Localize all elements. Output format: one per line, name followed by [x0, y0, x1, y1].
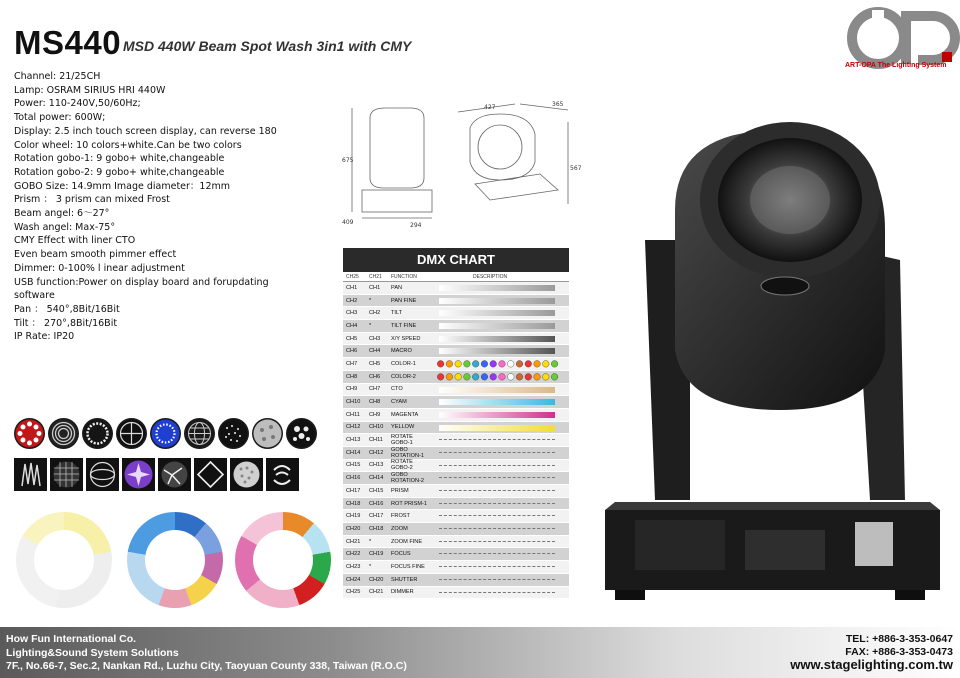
dmx-row — [343, 460, 569, 473]
dmx-cell-ch25: CH7 — [346, 360, 358, 367]
dmx-cell-ch25: CH20 — [346, 525, 361, 532]
dim-head-height: 567 — [570, 165, 582, 172]
dim-head-width: 427 — [484, 104, 496, 111]
dmx-row — [343, 333, 569, 346]
gobo-swirl-icon — [266, 458, 299, 491]
phone-number: TEL: +886-3-353-0647 — [845, 633, 953, 645]
dmx-cell-ch21: CH11 — [369, 437, 383, 444]
dmx-cell-ch21: CH10 — [369, 424, 384, 431]
dmx-cell-ch25: CH21 — [346, 538, 361, 545]
fax-number: FAX: +886-3-353-0473 — [845, 646, 953, 658]
dmx-cell-ch25: CH24 — [346, 576, 361, 583]
dmx-symbol-icon — [439, 566, 555, 568]
dmx-row — [343, 587, 569, 600]
dmx-symbol-icon — [439, 579, 555, 581]
dim-depth: 409 — [342, 219, 354, 226]
dmx-header-function: FUNCTION — [391, 274, 417, 280]
dmx-row — [343, 447, 569, 460]
dmx-row — [343, 396, 569, 409]
dmx-cell-function: PRISM — [391, 487, 409, 494]
company-division: Lighting&Sound System Solutions — [6, 647, 179, 659]
dmx-symbol-icon — [439, 490, 555, 492]
spec-line: Tilt ： 270°,8Bit/16Bit — [14, 317, 118, 329]
gobo-crackle-icon — [158, 458, 191, 491]
dmx-cell-ch21: CH20 — [369, 576, 384, 583]
dmx-cell-function: SHUTTER — [391, 576, 418, 583]
dmx-cell-ch25: CH6 — [346, 348, 358, 355]
dmx-row — [343, 510, 569, 523]
color-swatch-icon — [433, 358, 569, 370]
dmx-cell-description — [433, 523, 569, 535]
dmx-cell-ch21: CH6 — [369, 373, 381, 380]
dmx-row — [343, 422, 569, 435]
dim-width: 294 — [410, 222, 422, 229]
gobo-speckle-icon — [218, 418, 249, 449]
dmx-chart — [343, 248, 569, 599]
dmx-cell-function: GOBO ROTATION-2 — [391, 472, 425, 485]
dmx-gradient-bar — [439, 336, 555, 342]
dmx-cell-function: FOCUS FINE — [391, 563, 425, 570]
dmx-cell-ch25: CH9 — [346, 386, 358, 393]
dmx-cell-ch25: CH17 — [346, 487, 361, 494]
dmx-cell-ch21: CH9 — [369, 411, 381, 418]
spec-line: Pan ： 540°,8Bit/16Bit — [14, 303, 120, 315]
dmx-cell-ch25: CH15 — [346, 462, 361, 469]
dmx-cell-ch21: * — [369, 538, 372, 545]
dmx-cell-description — [433, 371, 569, 383]
dmx-row — [343, 485, 569, 498]
company-name: How Fun International Co. — [6, 633, 137, 645]
dmx-cell-function: MAGENTA — [391, 411, 419, 418]
dmx-cell-function: ROTATE GOBO-1 — [391, 434, 413, 447]
gobo-wheel-1 — [14, 418, 317, 449]
spec-line: Rotation gobo-2: 9 gobo+ white,changeable — [14, 166, 225, 178]
spec-line: GOBO Size: 14.9mm Image diameter：12mm — [14, 180, 231, 192]
gobo-segment-icon — [116, 418, 147, 449]
dmx-cell-description — [433, 472, 569, 484]
dmx-row — [343, 358, 569, 371]
dmx-gradient-bar — [439, 310, 555, 316]
gobo-dots-ring-icon — [14, 418, 45, 449]
dmx-cell-ch25: CH25 — [346, 589, 361, 596]
dmx-cell-ch21: CH4 — [369, 348, 381, 355]
dmx-header-description: DESCRIPTION — [473, 274, 508, 280]
dmx-cell-description — [433, 574, 569, 586]
dmx-row — [343, 384, 569, 397]
dmx-row — [343, 574, 569, 587]
spec-line: CMY Effect with liner CTO — [14, 235, 136, 247]
dmx-cell-function: X/Y SPEED — [391, 335, 421, 342]
dmx-gradient-bar — [439, 348, 555, 354]
spec-line: Rotation gobo-1: 9 gobo+ white,changeable — [14, 153, 225, 165]
spec-line: Display: 2.5 inch touch screen display, can reverse 180 — [14, 125, 277, 137]
dmx-gradient-bar — [439, 387, 555, 393]
dmx-header-row — [343, 272, 569, 282]
gobo-spiral-icon — [48, 418, 79, 449]
dmx-cell-function: ROT PRISM-1 — [391, 500, 427, 507]
dmx-symbol-icon — [439, 592, 555, 594]
dmx-gradient-bar — [439, 323, 555, 329]
dmx-cell-function: MACRO — [391, 348, 412, 355]
dmx-symbol-icon — [439, 452, 555, 454]
dmx-gradient-bar — [439, 425, 555, 431]
gobo-blue-dots-icon — [150, 418, 181, 449]
dmx-cell-function: YELLOW — [391, 424, 415, 431]
website-link[interactable]: www.stagelighting.com.tw — [790, 657, 953, 672]
dmx-row — [343, 282, 569, 295]
spec-line: Wash angel: Max-75° — [14, 221, 116, 233]
dimension-drawing — [340, 100, 580, 230]
dmx-row — [343, 548, 569, 561]
gobo-cluster-icon — [286, 418, 317, 449]
dmx-row — [343, 498, 569, 511]
dmx-cell-ch25: CH4 — [346, 322, 358, 329]
spec-line: Color wheel: 10 colors+white.Can be two colors — [14, 139, 242, 151]
dmx-symbol-icon — [439, 503, 555, 505]
gobo-wheel-2 — [14, 458, 299, 491]
dmx-cell-description — [433, 358, 569, 370]
dmx-cell-description — [433, 548, 569, 560]
dmx-row — [343, 371, 569, 384]
dim-height: 675 — [342, 157, 354, 164]
dmx-cell-ch21: CH12 — [369, 449, 384, 456]
dmx-cell-description — [433, 345, 569, 357]
dmx-cell-ch21: CH1 — [369, 284, 381, 291]
dmx-cell-ch25: CH2 — [346, 297, 358, 304]
dmx-symbol-icon — [439, 528, 555, 530]
dmx-cell-ch21: * — [369, 563, 372, 570]
dmx-cell-ch25: CH8 — [346, 373, 358, 380]
spec-line: Channel: 21/25CH — [14, 71, 101, 82]
spec-line: Total power: 600W; — [14, 112, 106, 124]
dmx-cell-ch21: CH21 — [369, 589, 384, 596]
dmx-cell-ch21: CH14 — [369, 475, 384, 482]
dmx-header-ch21: CH21 — [369, 274, 382, 280]
dmx-symbol-icon — [439, 439, 555, 441]
dmx-symbol-icon — [439, 477, 555, 479]
dmx-cell-function: FROST — [391, 513, 410, 520]
dmx-cell-description — [433, 295, 569, 307]
dmx-cell-function: CYAM — [391, 399, 407, 406]
dmx-cell-ch21: * — [369, 297, 372, 304]
gobo-texture-icon — [252, 418, 283, 449]
dmx-cell-description — [433, 422, 569, 434]
spec-line: Prism ： 3 prism can mixed Frost — [14, 194, 170, 206]
dmx-row — [343, 307, 569, 320]
dmx-gradient-bar — [439, 412, 555, 418]
dmx-cell-description — [433, 460, 569, 472]
dmx-symbol-icon — [439, 515, 555, 517]
dmx-gradient-bar — [439, 399, 555, 405]
dmx-symbol-icon — [439, 541, 555, 543]
dmx-row — [343, 472, 569, 485]
dmx-cell-ch21: CH18 — [369, 525, 384, 532]
dmx-row — [343, 320, 569, 333]
dmx-cell-description — [433, 320, 569, 332]
dmx-chart-title: DMX CHART — [343, 248, 569, 272]
gobo-dots-field-icon — [230, 458, 263, 491]
product-model: MS440 — [14, 24, 122, 61]
dmx-cell-function: GOBO ROTATION-1 — [391, 446, 425, 459]
spec-line: Lamp: OSRAM SIRIUS HRI 440W — [14, 84, 166, 96]
dmx-cell-function: ZOOM FINE — [391, 538, 423, 545]
dmx-cell-ch25: CH12 — [346, 424, 361, 431]
dmx-cell-function: CTO — [391, 386, 403, 393]
logo-caption: ART-OPA The Lighting System — [845, 62, 947, 69]
dmx-rows — [343, 282, 569, 599]
dmx-cell-description — [433, 447, 569, 459]
spec-line: Power: 110-240V,50/60Hz; — [14, 98, 141, 110]
dmx-cell-ch21: CH5 — [369, 360, 381, 367]
dmx-cell-function: COLOR-2 — [391, 373, 416, 380]
dmx-cell-ch25: CH11 — [346, 411, 360, 418]
dmx-gradient-bar — [439, 298, 555, 304]
dmx-cell-ch21: * — [369, 322, 372, 329]
spec-line: IP Rate: IP20 — [14, 331, 75, 343]
spec-list — [14, 70, 306, 344]
gobo-purple-star-icon — [122, 458, 155, 491]
dmx-row — [343, 409, 569, 422]
dmx-cell-ch21: CH16 — [369, 500, 384, 507]
dmx-cell-function: FOCUS — [391, 551, 411, 558]
gobo-grid-sphere-icon — [184, 418, 215, 449]
dmx-row — [343, 345, 569, 358]
dmx-cell-function: PAN — [391, 284, 403, 291]
dmx-row — [343, 523, 569, 536]
dmx-cell-function: TILT FINE — [391, 322, 417, 329]
color-wheel-cmy — [127, 512, 223, 608]
dmx-cell-description — [433, 396, 569, 408]
dmx-cell-function: DIMMER — [391, 589, 414, 596]
dmx-cell-description — [433, 485, 569, 497]
gobo-orbit-icon — [86, 458, 119, 491]
dmx-symbol-icon — [439, 465, 555, 467]
gobo-diamond-icon — [194, 458, 227, 491]
color-swatch-icon — [433, 371, 569, 383]
gobo-bead-ring-icon — [82, 418, 113, 449]
color-wheel-color — [235, 512, 331, 608]
dmx-header-ch25: CH25 — [346, 274, 359, 280]
dmx-cell-ch21: CH3 — [369, 335, 381, 342]
dmx-cell-description — [433, 561, 569, 573]
dmx-cell-description — [433, 587, 569, 599]
dmx-cell-description — [433, 409, 569, 421]
spec-line: Dimmer: 0-100% l inear adjustment — [14, 262, 185, 274]
dmx-cell-ch25: CH18 — [346, 500, 361, 507]
spec-line: Beam angel: 6～27° — [14, 208, 110, 220]
dmx-cell-ch21: CH2 — [369, 310, 381, 317]
gobo-flame-icon — [14, 458, 47, 491]
dmx-cell-function: ROTATE GOBO-2 — [391, 459, 413, 472]
dmx-cell-ch25: CH1 — [346, 284, 358, 291]
moving-head-fixture — [595, 90, 955, 610]
dmx-cell-description — [433, 536, 569, 548]
dmx-row — [343, 561, 569, 574]
dmx-cell-description — [433, 434, 569, 446]
dmx-cell-ch21: CH17 — [369, 513, 384, 520]
dmx-cell-function: COLOR-1 — [391, 360, 416, 367]
dmx-symbol-icon — [439, 553, 555, 555]
dmx-cell-ch25: CH23 — [346, 563, 361, 570]
dmx-cell-function: ZOOM — [391, 525, 408, 532]
spec-line: Even beam smooth pimmer effect — [14, 249, 177, 261]
dmx-cell-ch25: CH16 — [346, 475, 361, 482]
product-subtitle: MSD 440W Beam Spot Wash 3in1 with CMY — [123, 38, 412, 54]
dmx-row — [343, 295, 569, 308]
color-wheel-white — [16, 512, 112, 608]
dmx-cell-function: PAN FINE — [391, 297, 417, 304]
dmx-cell-function: TILT — [391, 310, 403, 317]
company-address: 7F., No.66-7, Sec.2, Nankan Rd., Luzhu City, Taoyuan County 338, Taiwan (R.O.C) — [6, 660, 407, 672]
dmx-cell-description — [433, 307, 569, 319]
dmx-cell-ch25: CH22 — [346, 551, 361, 558]
dmx-cell-description — [433, 498, 569, 510]
gobo-mesh-icon — [50, 458, 83, 491]
dmx-cell-ch25: CH5 — [346, 335, 358, 342]
dmx-cell-ch25: CH13 — [346, 437, 361, 444]
dmx-row — [343, 434, 569, 447]
dmx-cell-description — [433, 384, 569, 396]
dmx-cell-ch25: CH10 — [346, 399, 361, 406]
dmx-cell-ch21: CH15 — [369, 487, 384, 494]
dmx-cell-ch25: CH19 — [346, 513, 361, 520]
dmx-row — [343, 536, 569, 549]
dmx-cell-description — [433, 510, 569, 522]
dmx-gradient-bar — [439, 285, 555, 291]
spec-line: USB function:Power on display board and forupdating software — [14, 276, 269, 302]
dmx-cell-ch21: CH7 — [369, 386, 381, 393]
dmx-cell-ch25: CH14 — [346, 449, 361, 456]
dmx-cell-ch25: CH3 — [346, 310, 358, 317]
dmx-cell-ch21: CH8 — [369, 399, 381, 406]
dmx-cell-ch21: CH19 — [369, 551, 384, 558]
dmx-cell-description — [433, 282, 569, 294]
dim-head-depth: 365 — [552, 101, 564, 108]
dmx-cell-description — [433, 333, 569, 345]
dmx-cell-ch21: CH13 — [369, 462, 384, 469]
